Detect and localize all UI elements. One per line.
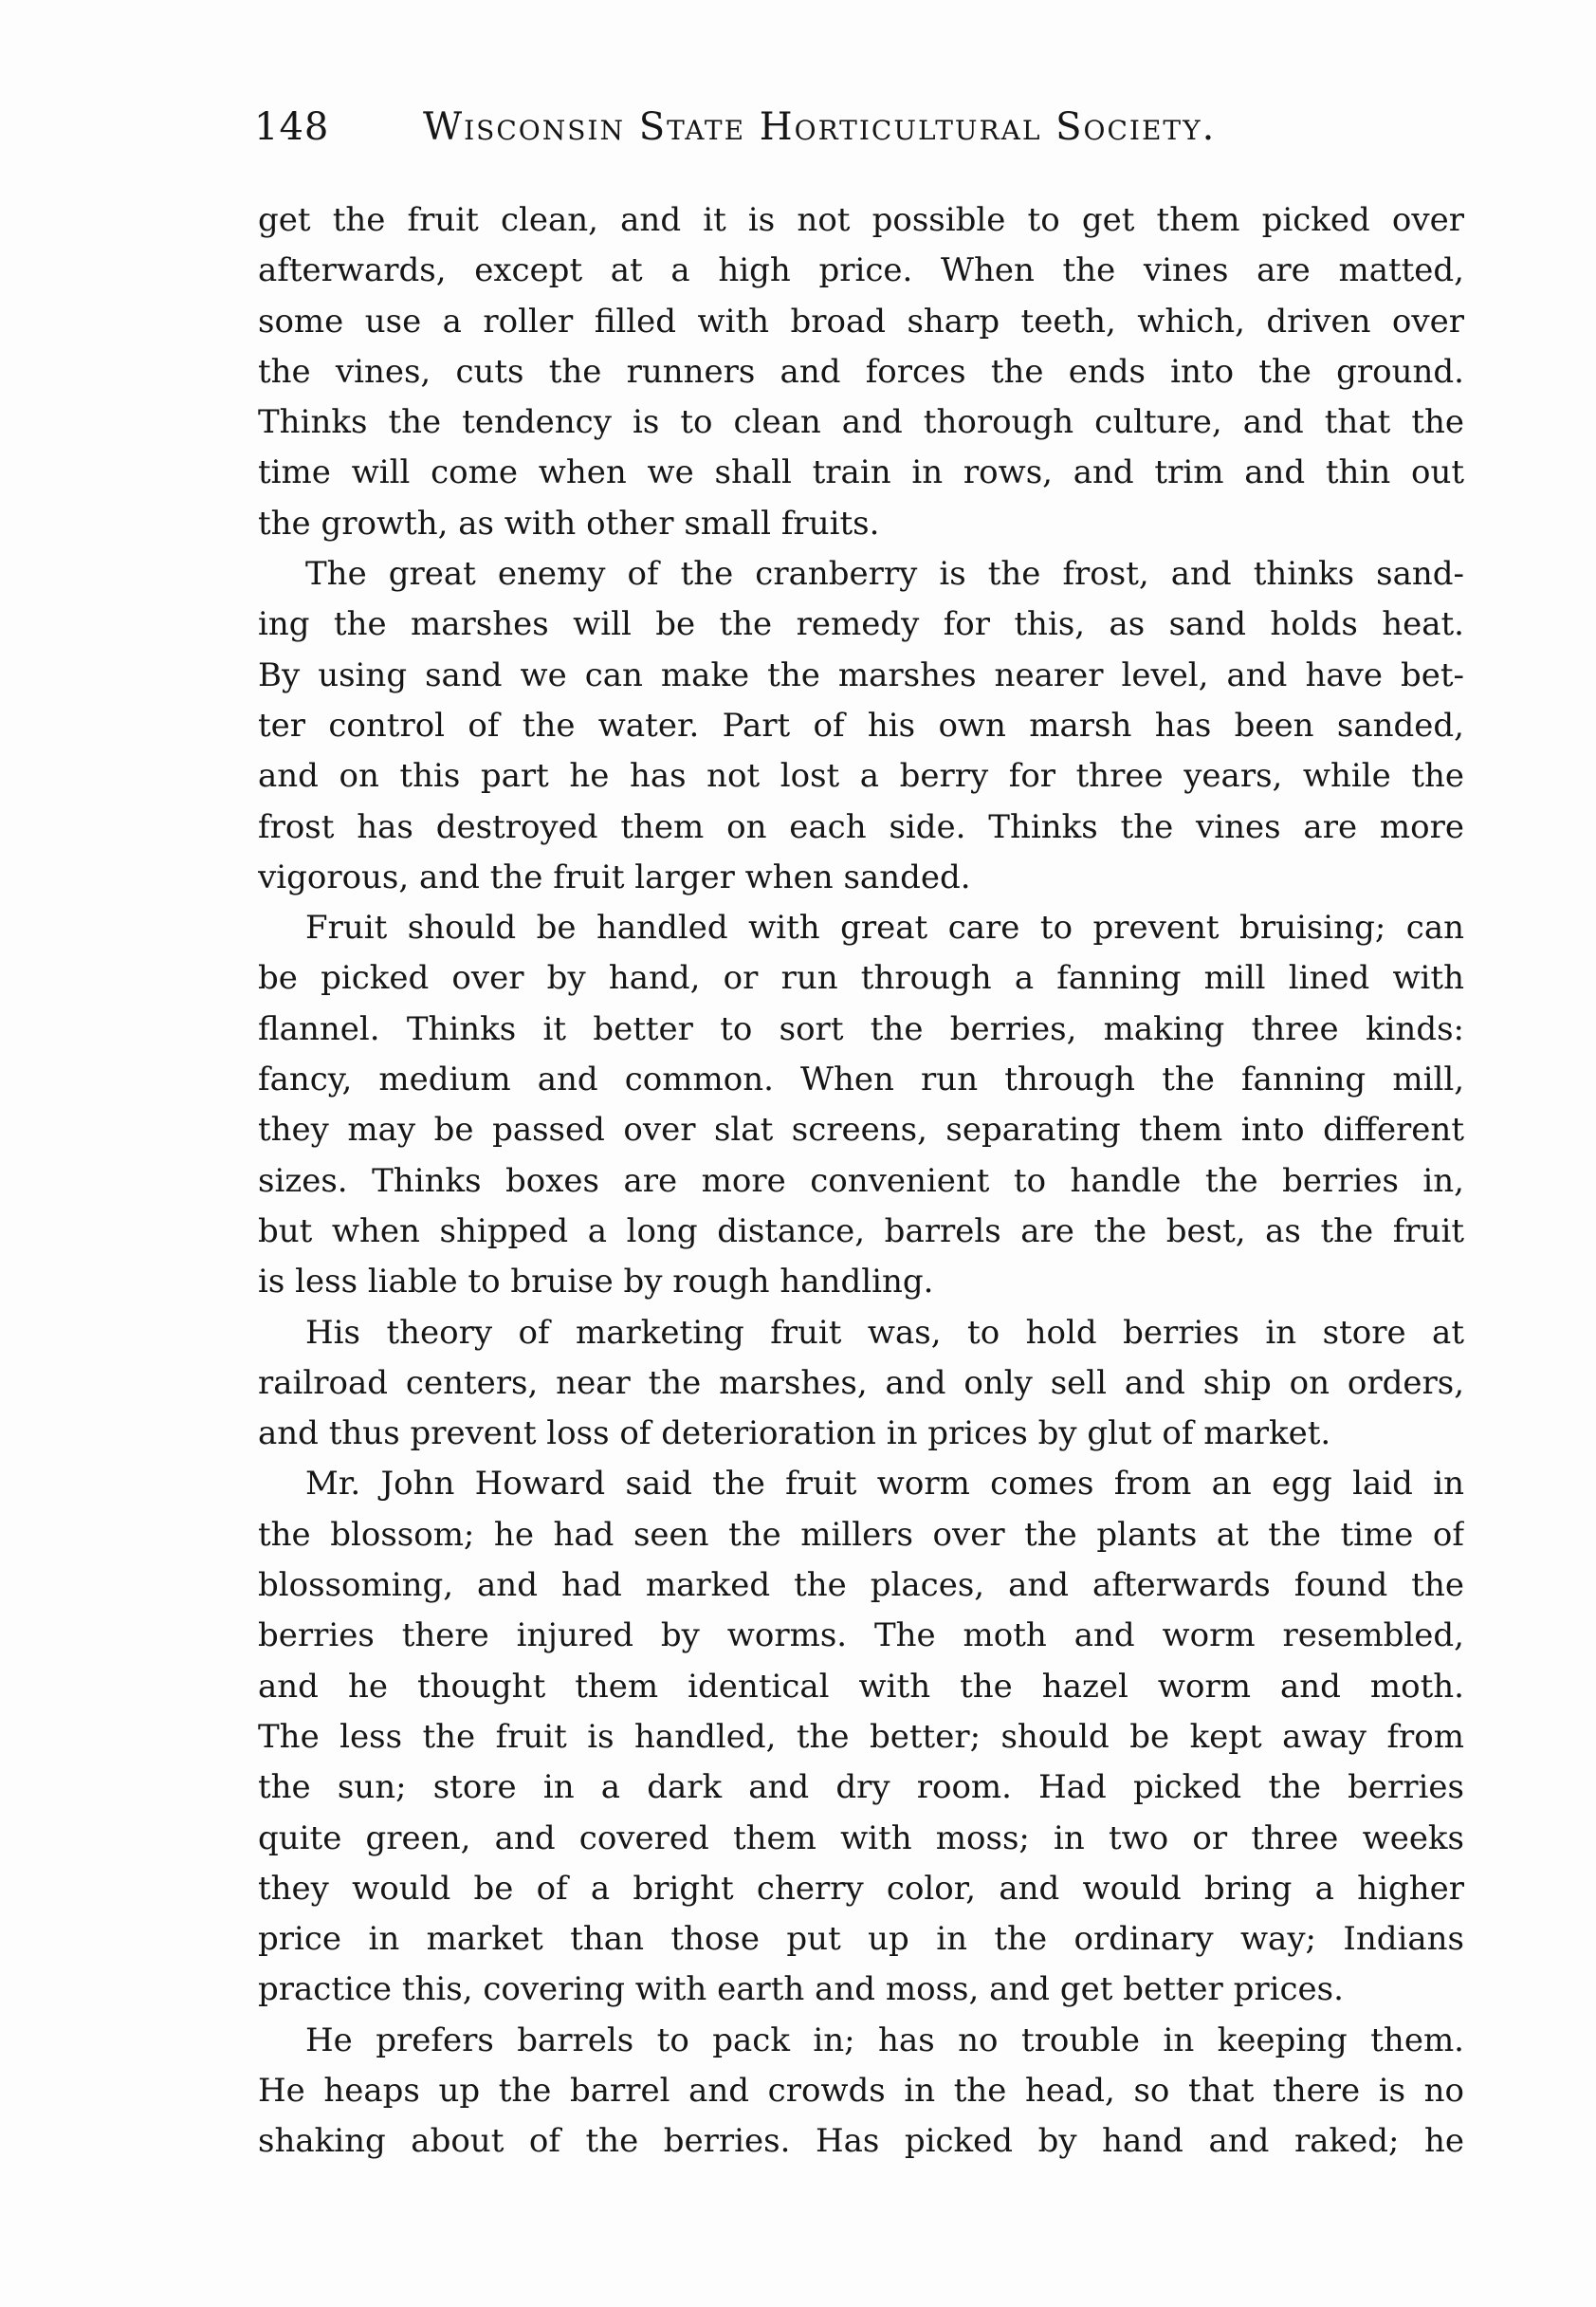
text-line: blossoming, and had marked the places, and afterwards found the (258, 1566, 1464, 1605)
text-line: time will come when we shall train in rows, and trim and thin out (258, 453, 1464, 492)
text-line: Fruit should be handled with great care to prevent bruising; can (305, 909, 1464, 948)
paragraph-1 (258, 195, 1464, 549)
text-line: Mr. John Howard said the fruit worm comes from an egg laid in (305, 1465, 1464, 1504)
text-line: sizes. Thinks boxes are more convenient to handle the berries in, (258, 1161, 1464, 1200)
text-line: the growth, as with other small fruits. (258, 504, 880, 543)
paragraph-6 (258, 2016, 1464, 2168)
text-line: His theory of marketing fruit was, to hold berries in store at (305, 1313, 1464, 1352)
paragraph-5 (258, 1459, 1464, 2015)
text-line: flannel. Thinks it better to sort the berries, making three kinds: (258, 1009, 1464, 1048)
page-number: 148 (254, 105, 330, 149)
text-line: some use a roller filled with broad sharp teeth, which, driven over (258, 302, 1464, 341)
text-line: get the fruit clean, and it is not possible to get them picked over (258, 201, 1464, 239)
text-line: the sun; store in a dark and dry room. Had picked the berries (258, 1768, 1464, 1807)
text-line: He heaps up the barrel and crowds in the head, so that there is no (258, 2071, 1464, 2110)
paragraph-2 (258, 549, 1464, 903)
text-line: the vines, cuts the runners and forces the ends into the ground. (258, 352, 1464, 391)
body-text (258, 195, 1464, 2168)
text-line: vigorous, and the fruit larger when sanded. (258, 858, 971, 896)
text-line: shaking about of the berries. Has picked by hand and raked; he (258, 2122, 1464, 2161)
text-line: is less liable to bruise by rough handling. (258, 1263, 934, 1301)
text-line: ing the marshes will be the remedy for this, as sand holds heat. (258, 605, 1464, 644)
text-line: afterwards, except at a high price. When the vines are matted, (258, 251, 1464, 290)
text-line: He prefers barrels to pack in; has no trouble in keeping them. (305, 2021, 1464, 2059)
text-line: fancy, medium and common. When run through the fanning mill, (258, 1061, 1464, 1099)
text-line: berries there injured by worms. The moth and worm resembled, (258, 1616, 1464, 1655)
text-line: and thus prevent loss of deterioration in prices by glut of market. (258, 1414, 1331, 1453)
text-line: The great enemy of the cranberry is the frost, and thinks sand- (305, 555, 1464, 594)
text-line: they may be passed over slat screens, separating them into different (258, 1111, 1464, 1150)
paragraph-3 (258, 903, 1464, 1307)
text-line: and on this part he has not lost a berry for three years, while the (258, 757, 1464, 796)
text-line: quite green, and covered them with moss; in two or three weeks (258, 1818, 1464, 1857)
text-line: they would be of a bright cherry color, and would bring a higher (258, 1869, 1464, 1908)
text-line: The less the fruit is handled, the better; should be kept away from (258, 1717, 1464, 1756)
text-line: practice this, covering with earth and moss, and get better prices. (258, 1970, 1344, 2009)
running-head (254, 99, 1297, 156)
text-line: frost has destroyed them on each side. Thinks the vines are more (258, 807, 1464, 846)
running-title: Wisconsin State Horticultural Society. (423, 105, 1217, 149)
text-line: the blossom; he had seen the millers over the plants at the time of (258, 1515, 1464, 1554)
text-line: railroad centers, near the marshes, and only sell and ship on orders, (258, 1363, 1464, 1402)
text-line: price in market than those put up in the ordinary way; Indians (258, 1920, 1464, 1959)
text-line: and he thought them identical with the hazel worm and moth. (258, 1667, 1464, 1706)
text-line: ter control of the water. Part of his own marsh has been sanded, (258, 706, 1464, 745)
text-line: be picked over by hand, or run through a fanning mill lined with (258, 959, 1464, 998)
text-line: By using sand we can make the marshes nearer level, and have bet- (258, 655, 1464, 694)
text-line: but when shipped a long distance, barrels are the best, as the fruit (258, 1211, 1464, 1250)
text-line: Thinks the tendency is to clean and thorough culture, and that the (258, 403, 1464, 442)
paragraph-4 (258, 1308, 1464, 1460)
